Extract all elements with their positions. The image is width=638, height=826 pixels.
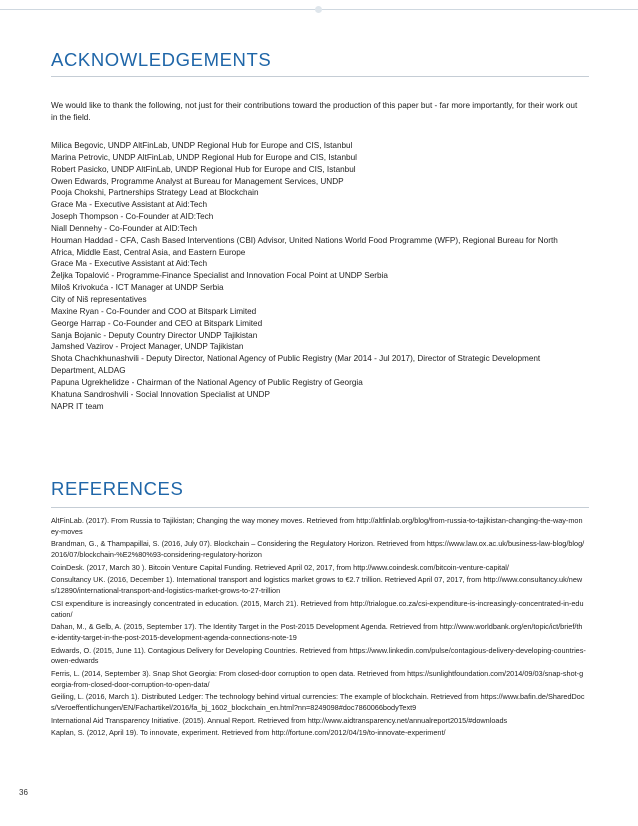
reference-item: Consultancy UK. (2016, December 1). International transport and logistics market grows to €2.7 trillion. Retrieved April 07, 2017, from http://www.consultancy.uk/news/12890/international-transport-and-logistics-market-grows-to-27-trillion bbox=[51, 575, 583, 596]
acknowledgement-item: NAPR IT team bbox=[51, 401, 104, 411]
references-heading: REFERENCES bbox=[51, 478, 184, 499]
references-divider bbox=[51, 507, 589, 508]
acknowledgements-heading: ACKNOWLEDGEMENTS bbox=[51, 49, 272, 70]
reference-item: AltFinLab. (2017). From Russia to Tajikistan; Changing the way money moves. Retrieved from http://altfinlab.org/blog/from-russia-to-tajikistan-changing-the-way-money-moves bbox=[51, 516, 583, 536]
reference-item: Edwards, O. (2015, June 11). Contagious Delivery for Developing Countries. Retrieved from https://www.linkedin.com/pulse/contagious-delivery-developing-countries-owen-edwards bbox=[51, 645, 586, 666]
acknowledgement-item: Owen Edwards, Programme Analyst at Bureau for Management Services, UNDP bbox=[51, 176, 344, 186]
reference-item: CSI expenditure is increasingly concentrated in education. (2015, March 21). Retrieved from http://trialogue.co.za/csi-expenditure-is-increasingly-concentrated-in-education/ bbox=[51, 598, 584, 619]
reference-item: Ferris, L. (2014, September 3). Snap Shot Georgia: From closed-door corruption to open data. Retrieved from https://sunlightfoundation.com/2014/09/03/snap-shot-georgia-from-closed-door-corruption-to-open-data/ bbox=[51, 668, 584, 689]
acknowledgement-item: Pooja Chokshi, Partnerships Strategy Lead at Blockchain bbox=[51, 188, 259, 198]
acknowledgement-item: Sanja Bojanic - Deputy Country Director UNDP Tajikistan bbox=[51, 330, 258, 340]
acknowledgement-item: Grace Ma - Executive Assistant at Aid:Tech bbox=[51, 259, 208, 269]
acknowledgement-item: Milica Begovic, UNDP AltFinLab, UNDP Regional Hub for Europe and CIS, Istanbul bbox=[51, 141, 353, 150]
acknowledgement-item: George Harrap - Co-Founder and CEO at Bitspark Limited bbox=[51, 318, 263, 328]
acknowledgement-item: Maxine Ryan - Co-Founder and COO at Bitspark Limited bbox=[51, 306, 257, 316]
reference-item: CoinDesk. (2017, March 30 ). Bitcoin Venture Capital Funding. Retrieved April 02, 2017, from http://www.coindesk.com/bitcoin-venture-capital/ bbox=[51, 562, 509, 572]
reference-item: International Aid Transparency Initiative. (2015). Annual Report. Retrieved from http://www.aidtransparency.net/annualreport2015/#downloads bbox=[51, 715, 508, 725]
page-number: 36 bbox=[19, 788, 28, 797]
acknowledgement-item: Grace Ma - Executive Assistant at Aid:Tech bbox=[51, 200, 208, 210]
acknowledgement-item: Niall Dennehy - Co-Founder at AID:Tech bbox=[51, 223, 198, 233]
references-list bbox=[51, 516, 586, 741]
reference-item: Kaplan, S. (2012, April 19). To innovate, experiment. Retrieved from http://fortune.com/2012/04/19/to-innovate-experiment/ bbox=[51, 728, 446, 738]
acknowledgement-item: Joseph Thompson - Co-Founder at AID:Tech bbox=[51, 212, 214, 222]
acknowledgement-item: Shota Chachkhunashvili - Deputy Director, National Agency of Public Registry (Mar 2014 - Jul 2017), Director of Strategic Development Department, ALDAG bbox=[51, 354, 541, 376]
acknowledgement-item: Robert Pasicko, UNDP AltFinLab, UNDP Regional Hub for Europe and CIS, Istanbul bbox=[51, 164, 356, 174]
acknowledgement-item: Jamshed Vazirov - Project Manager, UNDP Tajikistan bbox=[51, 342, 244, 352]
reference-item: Brandman, G., & Thampapillai, S. (2016, July 07). Blockchain – Considering the Regulatory Horizon. Retrieved from https://www.law.ox.ac.uk/business-law-blog/blog/2016/07/blockchain-%E2%80%93-considering-regulatory-horizon bbox=[51, 539, 585, 560]
acknowledgement-item: Marina Petrovic, UNDP AltFinLab, UNDP Regional Hub for Europe and CIS, Istanbul bbox=[51, 152, 357, 162]
acknowledgement-item: Papuna Ugrekhelidze - Chairman of the National Agency of Public Registry of Georgia bbox=[51, 377, 363, 387]
acknowledgement-item: City of Niš representatives bbox=[51, 294, 147, 304]
acknowledgement-item: Khatuna Sandroshvili - Social Innovation Specialist at UNDP bbox=[51, 389, 270, 399]
acknowledgement-item: Miloš Krivokuća - ICT Manager at UNDP Serbia bbox=[51, 283, 224, 293]
acknowledgement-item: Houman Haddad - CFA, Cash Based Interventions (CBI) Advisor, United Nations World Food Programme (WFP), Regional Bureau for North Africa, Middle East, Central Asia, and Eastern Europe bbox=[51, 235, 558, 257]
top-decorative-dot bbox=[315, 6, 322, 13]
acknowledgements-intro: We would like to thank the following, not just for their contributions toward the production of this paper but - far more importantly, for their work out in the field. bbox=[51, 101, 578, 123]
reference-item: Dahan, M., & Gelb, A. (2015, September 17). The Identity Target in the Post-2015 Development Agenda. Retrieved from http://www.worldbank.org/en/topic/ict/brief/the-identity-target-in-the-post-2015-development-agenda-connections-note-19 bbox=[51, 622, 583, 642]
acknowledgement-item: Željka Topalović - Programme-Finance Specialist and Innovation Focal Point at UNDP Serbia bbox=[51, 271, 388, 281]
reference-item: Geiling, L. (2016, March 1). Distributed Ledger: The technology behind virtual currencies: The example of blockchain. Retrieved from https://www.bafin.de/SharedDocs/Veroeffentlichungen/EN/Fachartikel/2016/fa_bj_1602_blockchain_en.html?nn=8249098#doc7860066bodyText9 bbox=[51, 692, 585, 713]
acknowledgements-list bbox=[51, 140, 581, 412]
acknowledgements-divider bbox=[51, 76, 589, 77]
